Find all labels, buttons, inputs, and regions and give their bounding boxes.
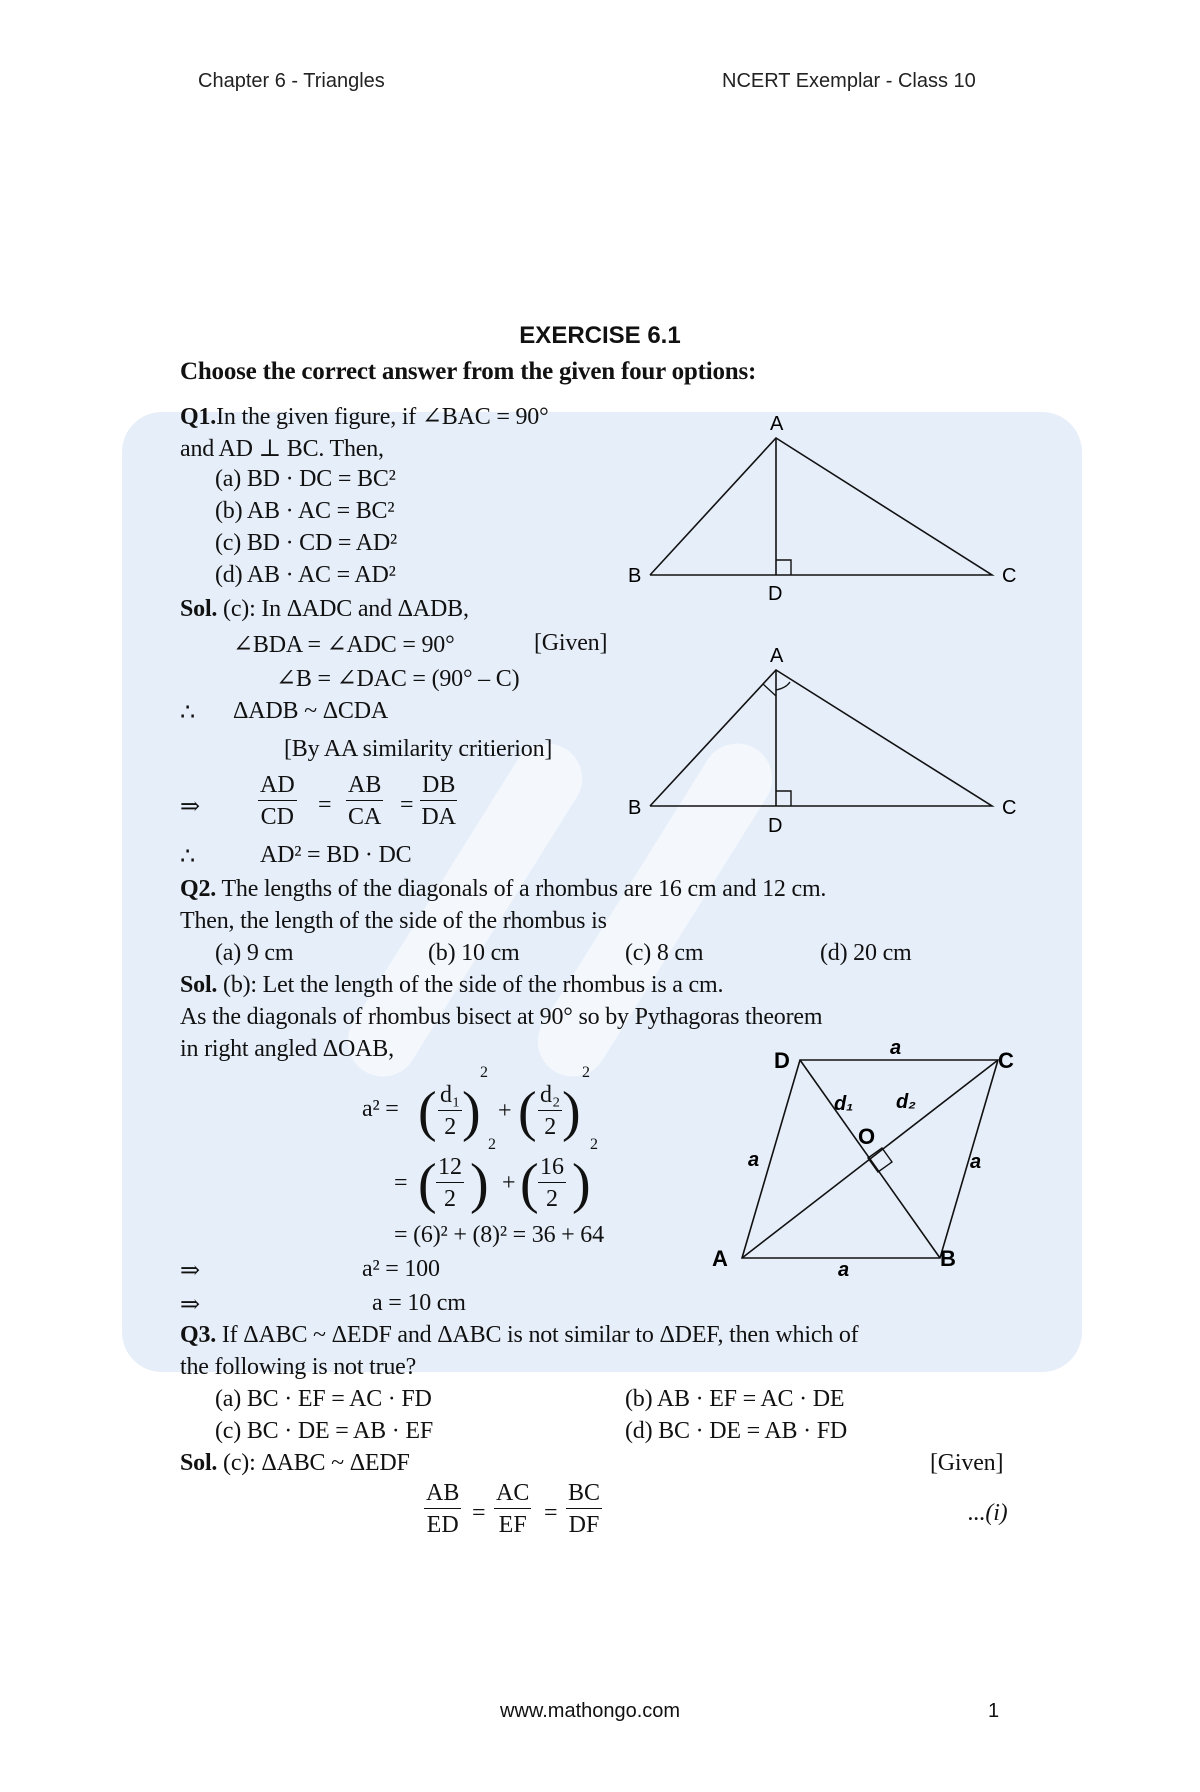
paren-right: ) bbox=[470, 1153, 489, 1215]
header-book: NCERT Exemplar - Class 10 bbox=[722, 70, 976, 92]
implies-symbol: ⇒ bbox=[180, 794, 200, 820]
sol3-line1: Sol. (c): ΔABC ~ ΔEDF bbox=[180, 1450, 410, 1476]
sol1-therefore: ∴ bbox=[180, 700, 196, 726]
q3-option-c: (c) BC · DE = AB · EF bbox=[215, 1418, 433, 1444]
equals: = bbox=[544, 1500, 558, 1526]
q2-option-b: (b) 10 cm bbox=[428, 940, 520, 966]
paren-left: ( bbox=[418, 1153, 437, 1215]
sol1-result: AD² = BD · DC bbox=[260, 842, 412, 868]
q1-triangle-figure bbox=[620, 410, 1030, 610]
q1-line2: and AD ⊥ BC. Then, bbox=[180, 436, 384, 462]
rhombus-label-a: A bbox=[712, 1246, 728, 1271]
side-label-bottom: a bbox=[838, 1259, 850, 1280]
equals: = bbox=[472, 1500, 486, 1526]
equals: = bbox=[394, 1170, 408, 1196]
sol2-line6: = (6)² + (8)² = 36 + 64 bbox=[394, 1222, 604, 1248]
instruction: Choose the correct answer from the given four options: bbox=[180, 358, 757, 385]
fraction-d1-2: $\frac{\text{d₁}}{2}$ bbox=[440, 1082, 461, 1140]
sol1-line2: ∠BDA = ∠ADC = 90° bbox=[233, 632, 455, 658]
sol2-line7: a² = 100 bbox=[362, 1256, 440, 1282]
q2-option-d: (d) 20 cm bbox=[820, 940, 912, 966]
side-label-right: a bbox=[970, 1151, 982, 1173]
q3-option-a: (a) BC · EF = AC · FD bbox=[215, 1386, 432, 1412]
sol1-triangle-figure bbox=[620, 640, 1030, 840]
fraction-12-2: $\frac{12}{2}$ bbox=[438, 1154, 462, 1212]
fraction-bc-df: $\frac{BC}{DF}$ bbox=[568, 1480, 601, 1538]
sol2-line1: Sol. (b): Let the length of the side of the rhombus is a cm. bbox=[180, 972, 724, 998]
sol1-label-a: A bbox=[770, 645, 784, 667]
equals: = bbox=[318, 792, 332, 818]
q1-label-a: A bbox=[770, 413, 784, 435]
fraction-ab-ca: $\frac{AB}{CA}$ bbox=[348, 772, 382, 830]
q1-label-d: D bbox=[768, 583, 783, 605]
diagonal-label-d1: d₁ bbox=[834, 1093, 854, 1115]
q2-option-a: (a) 9 cm bbox=[215, 940, 294, 966]
sol2-line2: As the diagonals of rhombus bisect at 90° so by Pythagoras theorem bbox=[180, 1004, 823, 1030]
page-number: 1 bbox=[988, 1700, 1000, 1722]
q2-line1: Q2. The lengths of the diagonals of a rhombus are 16 cm and 12 cm. bbox=[180, 876, 827, 902]
exponent: 2 bbox=[590, 1136, 598, 1153]
rhombus-label-b: B bbox=[940, 1246, 956, 1271]
q2-rhombus-figure bbox=[700, 1040, 1040, 1280]
paren-left: ( bbox=[520, 1153, 539, 1215]
side-label-left: a bbox=[748, 1149, 760, 1171]
sol1-criterion: [By AA similarity critierion] bbox=[284, 736, 553, 762]
sol2-line3: in right angled ΔOAB, bbox=[180, 1036, 394, 1062]
implies-symbol: ⇒ bbox=[180, 1292, 200, 1318]
paren-left: ( bbox=[518, 1081, 537, 1143]
rhombus-label-c: C bbox=[998, 1048, 1014, 1073]
fraction-ad-cd: $\frac{AD}{CD}$ bbox=[260, 772, 295, 830]
q1-option-b: (b) AB · AC = BC² bbox=[215, 498, 395, 524]
exponent: 2 bbox=[582, 1064, 590, 1081]
equation-reference: ...(i) bbox=[968, 1500, 1008, 1526]
fraction-ab-ed: $\frac{AB}{ED}$ bbox=[426, 1480, 460, 1538]
implies-symbol: ⇒ bbox=[180, 1258, 200, 1284]
q1-line1: Q1.In the given figure, if ∠BAC = 90° bbox=[180, 404, 549, 430]
sol1-label-c: C bbox=[1002, 797, 1017, 819]
q3-line2: the following is not true? bbox=[180, 1354, 417, 1380]
rhombus-label-o: O bbox=[858, 1124, 876, 1149]
q1-option-a: (a) BD · DC = BC² bbox=[215, 466, 396, 492]
paren-right: ) bbox=[572, 1153, 591, 1215]
diagonal-label-d2: d₂ bbox=[896, 1091, 916, 1113]
q2-option-c: (c) 8 cm bbox=[625, 940, 704, 966]
header-chapter: Chapter 6 - Triangles bbox=[198, 70, 385, 92]
sol1-given: [Given] bbox=[534, 630, 608, 656]
fraction-d2-2: $\frac{\text{d₂}}{2}$ bbox=[540, 1082, 561, 1140]
sol1-line4: ΔADB ~ ΔCDA bbox=[233, 698, 388, 724]
sol1-line1: Sol. (c): In ΔADC and ΔADB, bbox=[180, 596, 469, 622]
equals: = bbox=[400, 792, 414, 818]
side-label-top: a bbox=[890, 1040, 902, 1059]
paren-right: ) bbox=[462, 1081, 481, 1143]
q3-option-d: (d) BC · DE = AB · FD bbox=[625, 1418, 848, 1444]
exercise-title: EXERCISE 6.1 bbox=[519, 322, 681, 349]
paren-right: ) bbox=[562, 1081, 581, 1143]
exponent: 2 bbox=[488, 1136, 496, 1153]
sol1-label-b: B bbox=[628, 797, 642, 819]
q1-label-b: B bbox=[628, 565, 642, 587]
q1-option-c: (c) BD · CD = AD² bbox=[215, 530, 397, 556]
plus-sign: + bbox=[498, 1098, 512, 1124]
plus-sign: + bbox=[502, 1170, 516, 1196]
fraction-ac-ef: $\frac{AC}{EF}$ bbox=[496, 1480, 530, 1538]
sol1-line3: ∠B = ∠DAC = (90° – C) bbox=[276, 666, 520, 692]
sol2-a-squared: a² = bbox=[362, 1096, 399, 1122]
sol1-label-d: D bbox=[768, 815, 783, 837]
q1-option-d: (d) AB · AC = AD² bbox=[215, 562, 396, 588]
sol2-line8: a = 10 cm bbox=[372, 1290, 466, 1316]
q3-option-b: (b) AB · EF = AC · DE bbox=[625, 1386, 845, 1412]
q3-line1: Q3. If ΔABC ~ ΔEDF and ΔABC is not similar to ΔDEF, then which of bbox=[180, 1322, 859, 1348]
q1-label-c: C bbox=[1002, 565, 1017, 587]
sol1-therefore: ∴ bbox=[180, 844, 196, 870]
exponent: 2 bbox=[480, 1064, 488, 1081]
footer-url[interactable]: www.mathongo.com bbox=[500, 1700, 681, 1722]
fraction-db-da: $\frac{DB}{DA}$ bbox=[421, 772, 456, 830]
fraction-16-2: $\frac{16}{2}$ bbox=[540, 1154, 564, 1212]
rhombus-label-d: D bbox=[774, 1048, 790, 1073]
sol3-given: [Given] bbox=[930, 1450, 1004, 1476]
paren-left: ( bbox=[418, 1081, 437, 1143]
q2-line2: Then, the length of the side of the rhombus is bbox=[180, 908, 607, 934]
